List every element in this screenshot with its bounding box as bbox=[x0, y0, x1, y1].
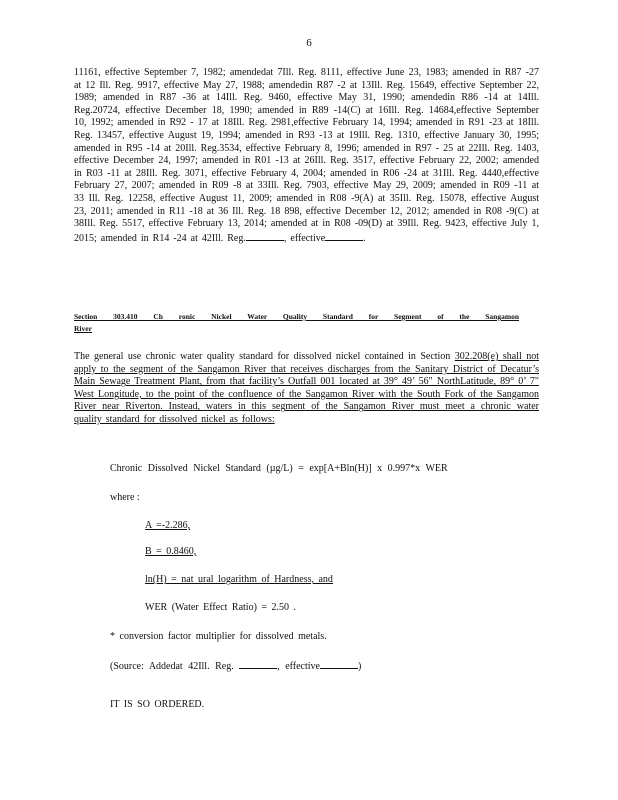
body-paragraph bbox=[74, 351, 539, 427]
history-text: 11161, effective September 7, 1982; amendedat 7Ill. Reg. 8111, effective June 23, 1983; amended in R87 -27 at 12 Ill. Reg. 9917, effective May 27, 1988; amendedin R87 -2 at 13Ill. Reg. 15649, effective September 22, 1989; amended in R87 -36 at 14Ill. Reg. 9460, effective May 31, 1990; amendedin R86 -14 at 14Ill. Reg.20724, effective December 18, 1990; amended in R89 -14(C) at 16Ill. Reg. 14684,effective September 10, 1992; amended in R92 - 17 at 18Ill. Reg. 2981,effective February 14, 1994; amended in R91 -23 at 18Ill. Reg. 13457, effective August 19, 1994; amended in R93 -13 at 19Ill. Reg. 1310, effective January 30, 1995; amended in R95 -14 at 20Ill. Reg.3534, effective February 8, 1996; amended in R97 - 25 at 22Ill. Reg. 1403, effective December 24, 1997; amended in R01 -13 at 26Ill. Reg. 3517, effective February 22, 2002; amended in R03 -11 at 28Ill. Reg. 3071, effective February 4, 2004; amended in R06 -24 at 31Ill. Reg. 4440,effective February 27, 2007; amended in R09 -8 at 33Ill. Reg. 7903, effective May 29, 2009; amended in R09 -11 at 33 Ill. Reg. 12258, effective August 11, 2009; amended in R08 -9(A) at 35Ill. Reg. 15078, effective August 23, 2011; amended in R11 -18 at 36 Ill. Reg. 18 898, effective December 12, 2012; amended in R08 -9(C) at 38Ill. Reg. 5517, effective February 13, 2014; amended at in R08 -09(D) at 39Ill. Reg. 9423, effective July 1, 2015; amended in R14 -24 at 42Ill. Reg. bbox=[74, 67, 539, 244]
source-reg-blank bbox=[239, 659, 277, 669]
footnote: * conversion factor multiplier for dissolved metals. bbox=[110, 631, 327, 642]
source-suffix: ) bbox=[358, 661, 362, 672]
source-note bbox=[110, 659, 361, 672]
formula: Chronic Dissolved Nickel Standard (µg/L) = exp[A+Bln(H)] x 0.997*x WER bbox=[110, 463, 448, 474]
section-heading: Section 303.410 Ch ronic Nickel Water Quality Standard for Segment of the Sangamon bbox=[74, 312, 519, 321]
definition-ln-h: ln(H) = nat ural logarithm of Hardness, and bbox=[145, 574, 333, 585]
where-label: where : bbox=[110, 492, 140, 503]
definition-wer: WER (Water Effect Ratio) = 2.50 . bbox=[145, 602, 297, 613]
history-mid: , effective bbox=[283, 232, 326, 244]
reg-blank bbox=[246, 231, 284, 241]
section-heading-line2: River bbox=[74, 324, 92, 333]
source-mid: , effective bbox=[277, 661, 320, 672]
closing-order: IT IS SO ORDERED. bbox=[110, 699, 205, 710]
paragraph-intro: The general use chronic water quality standard for dissolved nickel contained in Section bbox=[74, 351, 451, 362]
amendment-history bbox=[74, 67, 539, 245]
source-prefix: (Source: Addedat 42Ill. Reg. bbox=[110, 661, 234, 672]
page-number: 6 bbox=[306, 37, 312, 49]
effective-blank bbox=[325, 231, 363, 241]
definition-b: B = 0.8460, bbox=[145, 546, 197, 557]
paragraph-amended-text: 302.208(e) shall not apply to the segment of the Sangamon River that receives discharges from the Sanitary District of Decatur’s Main Sewage Treatment Plant, from that facility’s Outfall 001 located at 39° 49’ 56" NorthLatitude, 89° 0’ 7" West Longitude, to the point of the confluence of the Sangamon River with the South Fork of the Sangamon River near Riverton. Instead, waters in this segment of the Sangamon River must meet a chronic water quality standard for dissolved nickel as follows: bbox=[74, 351, 540, 425]
history-end: . bbox=[363, 232, 366, 244]
source-effective-blank bbox=[320, 659, 358, 669]
definition-a: A =-2.286, bbox=[145, 520, 191, 531]
